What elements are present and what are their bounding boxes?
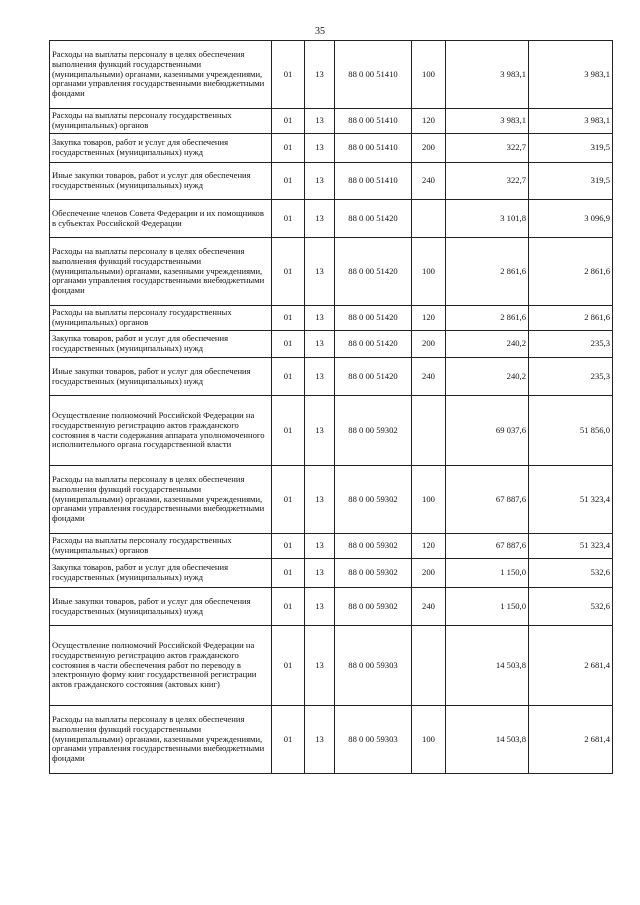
table-row (50, 109, 613, 134)
subsection-code-cell: 13 (305, 306, 335, 331)
subsection-code-cell: 13 (305, 534, 335, 559)
table-row (50, 238, 613, 306)
section-code-cell: 01 (272, 396, 305, 466)
expense-type-cell: 200 (412, 134, 446, 163)
target-article-cell: 88 0 00 51420 (335, 358, 412, 396)
expense-type-cell: 100 (412, 466, 446, 534)
section-code-cell: 01 (272, 41, 305, 109)
target-article-cell: 88 0 00 51420 (335, 238, 412, 306)
row-name-cell: Обеспечение членов Совета Федерации и их помощников в субъектах Российской Федерации (50, 200, 272, 238)
section-code-cell: 01 (272, 306, 305, 331)
subsection-code-cell: 13 (305, 358, 335, 396)
amount-2-cell: 532,6 (529, 588, 613, 626)
subsection-code-cell: 13 (305, 331, 335, 358)
section-code-cell: 01 (272, 466, 305, 534)
row-name-cell: Расходы на выплаты персоналу государственных (муниципальных) органов (50, 306, 272, 331)
target-article-cell: 88 0 00 51410 (335, 134, 412, 163)
amount-2-cell: 3 096,9 (529, 200, 613, 238)
target-article-cell: 88 0 00 59302 (335, 588, 412, 626)
expense-type-cell: 200 (412, 331, 446, 358)
amount-2-cell: 2 681,4 (529, 706, 613, 774)
table-row (50, 588, 613, 626)
amount-2-cell: 319,5 (529, 134, 613, 163)
amount-1-cell: 2 861,6 (446, 238, 529, 306)
amount-2-cell: 3 983,1 (529, 109, 613, 134)
amount-1-cell: 69 037,6 (446, 396, 529, 466)
subsection-code-cell: 13 (305, 559, 335, 588)
row-name-cell: Закупка товаров, работ и услуг для обеспечения государственных (муниципальных) нужд (50, 331, 272, 358)
subsection-code-cell: 13 (305, 134, 335, 163)
expense-type-cell: 100 (412, 706, 446, 774)
expense-type-cell: 240 (412, 358, 446, 396)
budget-table (49, 40, 613, 774)
table-row (50, 466, 613, 534)
row-name-cell: Закупка товаров, работ и услуг для обеспечения государственных (муниципальных) нужд (50, 559, 272, 588)
amount-2-cell: 51 323,4 (529, 466, 613, 534)
amount-2-cell: 2 861,6 (529, 306, 613, 331)
row-name-cell: Иные закупки товаров, работ и услуг для обеспечения государственных (муниципальных) нужд (50, 358, 272, 396)
table-row (50, 331, 613, 358)
amount-1-cell: 322,7 (446, 163, 529, 200)
expense-type-cell: 100 (412, 41, 446, 109)
amount-2-cell: 532,6 (529, 559, 613, 588)
expense-type-cell (412, 200, 446, 238)
amount-2-cell: 2 861,6 (529, 238, 613, 306)
amount-1-cell: 3 101,8 (446, 200, 529, 238)
target-article-cell: 88 0 00 51410 (335, 109, 412, 134)
amount-1-cell: 67 887,6 (446, 466, 529, 534)
target-article-cell: 88 0 00 51420 (335, 200, 412, 238)
subsection-code-cell: 13 (305, 396, 335, 466)
amount-1-cell: 1 150,0 (446, 559, 529, 588)
amount-1-cell: 240,2 (446, 358, 529, 396)
amount-2-cell: 235,3 (529, 331, 613, 358)
target-article-cell: 88 0 00 59302 (335, 466, 412, 534)
row-name-cell: Расходы на выплаты персоналу в целях обеспечения выполнения функций государственными (муниципальными) органами, казенными учреждениями, органами управления государственными внебюджетными фондами (50, 706, 272, 774)
section-code-cell: 01 (272, 163, 305, 200)
section-code-cell: 01 (272, 109, 305, 134)
target-article-cell: 88 0 00 51410 (335, 163, 412, 200)
target-article-cell: 88 0 00 51420 (335, 331, 412, 358)
row-name-cell: Расходы на выплаты персоналу в целях обеспечения выполнения функций государственными (муниципальными) органами, казенными учреждениями, органами управления государственными внебюджетными фондами (50, 466, 272, 534)
expense-type-cell: 240 (412, 163, 446, 200)
subsection-code-cell: 13 (305, 706, 335, 774)
table-body (50, 41, 613, 774)
target-article-cell: 88 0 00 59302 (335, 559, 412, 588)
target-article-cell: 88 0 00 51410 (335, 41, 412, 109)
section-code-cell: 01 (272, 358, 305, 396)
subsection-code-cell: 13 (305, 200, 335, 238)
amount-1-cell: 67 887,6 (446, 534, 529, 559)
table-row (50, 306, 613, 331)
expense-type-cell: 120 (412, 534, 446, 559)
section-code-cell: 01 (272, 559, 305, 588)
table-row (50, 396, 613, 466)
expense-type-cell: 120 (412, 306, 446, 331)
table-row (50, 358, 613, 396)
subsection-code-cell: 13 (305, 588, 335, 626)
table-row (50, 559, 613, 588)
table-row (50, 534, 613, 559)
section-code-cell: 01 (272, 706, 305, 774)
expense-type-cell: 120 (412, 109, 446, 134)
row-name-cell: Иные закупки товаров, работ и услуг для обеспечения государственных (муниципальных) нужд (50, 163, 272, 200)
amount-1-cell: 3 983,1 (446, 41, 529, 109)
expense-type-cell (412, 396, 446, 466)
amount-2-cell: 3 983,1 (529, 41, 613, 109)
amount-2-cell: 51 856,0 (529, 396, 613, 466)
table-row (50, 41, 613, 109)
subsection-code-cell: 13 (305, 466, 335, 534)
target-article-cell: 88 0 00 59303 (335, 706, 412, 774)
subsection-code-cell: 13 (305, 626, 335, 706)
subsection-code-cell: 13 (305, 238, 335, 306)
row-name-cell: Осуществление полномочий Российской Федерации на государственную регистрацию актов гражданского состояния в части содержания аппарата уполномоченного исполнительного органа государственной власти (50, 396, 272, 466)
amount-1-cell: 322,7 (446, 134, 529, 163)
section-code-cell: 01 (272, 534, 305, 559)
row-name-cell: Расходы на выплаты персоналу в целях обеспечения выполнения функций государственными (муниципальными) органами, казенными учреждениями, органами управления государственными внебюджетными фондами (50, 41, 272, 109)
table-row (50, 163, 613, 200)
expense-type-cell: 200 (412, 559, 446, 588)
section-code-cell: 01 (272, 588, 305, 626)
expense-type-cell: 240 (412, 588, 446, 626)
expense-type-cell (412, 626, 446, 706)
table-row (50, 706, 613, 774)
page-number: 35 (315, 26, 325, 37)
amount-1-cell: 14 503,8 (446, 626, 529, 706)
target-article-cell: 88 0 00 59303 (335, 626, 412, 706)
target-article-cell: 88 0 00 59302 (335, 396, 412, 466)
amount-2-cell: 235,3 (529, 358, 613, 396)
amount-2-cell: 51 323,4 (529, 534, 613, 559)
row-name-cell: Расходы на выплаты персоналу в целях обеспечения выполнения функций государственными (муниципальными) органами, казенными учреждениями, органами управления государственными внебюджетными фондами (50, 238, 272, 306)
amount-1-cell: 3 983,1 (446, 109, 529, 134)
amount-1-cell: 240,2 (446, 331, 529, 358)
amount-2-cell: 319,5 (529, 163, 613, 200)
row-name-cell: Иные закупки товаров, работ и услуг для обеспечения государственных (муниципальных) нужд (50, 588, 272, 626)
table-row (50, 134, 613, 163)
row-name-cell: Расходы на выплаты персоналу государственных (муниципальных) органов (50, 534, 272, 559)
row-name-cell: Закупка товаров, работ и услуг для обеспечения государственных (муниципальных) нужд (50, 134, 272, 163)
target-article-cell: 88 0 00 51420 (335, 306, 412, 331)
amount-1-cell: 1 150,0 (446, 588, 529, 626)
expense-type-cell: 100 (412, 238, 446, 306)
target-article-cell: 88 0 00 59302 (335, 534, 412, 559)
section-code-cell: 01 (272, 626, 305, 706)
table-row (50, 200, 613, 238)
amount-1-cell: 14 503,8 (446, 706, 529, 774)
subsection-code-cell: 13 (305, 163, 335, 200)
subsection-code-cell: 13 (305, 41, 335, 109)
amount-2-cell: 2 681,4 (529, 626, 613, 706)
section-code-cell: 01 (272, 200, 305, 238)
amount-1-cell: 2 861,6 (446, 306, 529, 331)
row-name-cell: Осуществление полномочий Российской Федерации на государственную регистрацию актов гражданского состояния в части обеспечения работ по переводу в электронную форму книг государственной регистрации актов гражданского состояния (актовых книг) (50, 626, 272, 706)
row-name-cell: Расходы на выплаты персоналу государственных (муниципальных) органов (50, 109, 272, 134)
subsection-code-cell: 13 (305, 109, 335, 134)
table-row (50, 626, 613, 706)
section-code-cell: 01 (272, 331, 305, 358)
section-code-cell: 01 (272, 134, 305, 163)
section-code-cell: 01 (272, 238, 305, 306)
